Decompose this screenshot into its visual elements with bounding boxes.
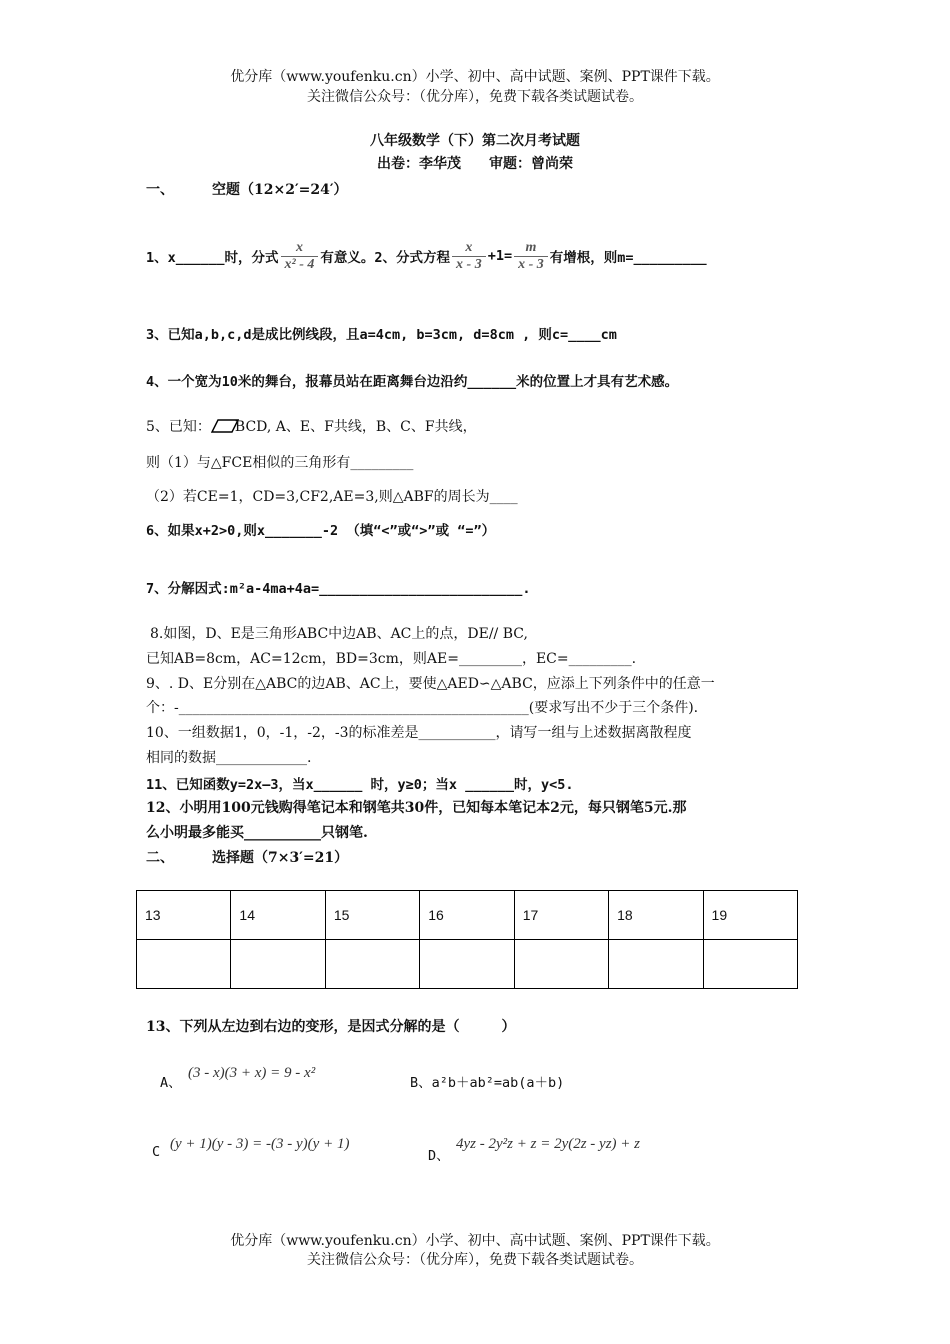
question-8-line-1: 8.如图，D、E是三角形ABC中边AB、AC上的点，DE// BC, <box>150 626 528 642</box>
answer-table-header-row <box>137 891 798 940</box>
footer-line-2: 关注微信公众号：（优分库），免费下载各类试题试卷。 <box>307 1252 643 1268</box>
answer-col-18: 18 <box>609 891 703 940</box>
section1-number: 一、 <box>146 182 174 198</box>
option-b: B、a²b＋ab²=ab(a＋b) <box>410 1075 565 1091</box>
authors: 出卷：李华茂 审题：曾尚荣 <box>377 156 573 172</box>
q1-frac1-num: x <box>295 239 303 255</box>
q1-fraction-2 <box>452 240 486 273</box>
question-4: 4、一个宽为10米的舞台，报幕员站在距离舞台边沿约______米的位置上才具有艺术感。 <box>146 374 679 390</box>
option-a-label: A、 <box>160 1075 182 1091</box>
option-c-label: C <box>152 1144 161 1160</box>
q5-line1-a: 5、已知： <box>146 419 211 435</box>
q5-line1-b: BCD, A、E、F共线，B、C、F共线， <box>234 419 477 435</box>
question-10-line-2: 相同的数据_____________. <box>146 750 312 766</box>
q1-fraction-1 <box>281 240 319 273</box>
question-11: 11、已知函数y=2x—3，当x______ 时，y≥0；当x ______时，y<5. <box>146 777 574 793</box>
q1-frac2-den: x - 3 <box>452 256 486 273</box>
answer-cell-13[interactable] <box>137 940 231 989</box>
section2-number: 二、 <box>146 850 174 866</box>
answer-col-16: 16 <box>420 891 514 940</box>
question-3: 3、已知a,b,c,d是成比例线段，且a=4cm, b=3cm, d=8cm , 则c=____cm <box>146 327 617 343</box>
question-7: 7、分解因式:m²a-4ma+4a=_________________________. <box>146 581 531 597</box>
answer-cell-18[interactable] <box>609 940 703 989</box>
question-5-line-2: 则（1）与△FCE相似的三角形有_________ <box>146 455 414 471</box>
option-d-expr: 4yz - 2y²z + z = 2y(2z - yz) + z <box>456 1136 640 1152</box>
question-5-line-1 <box>146 416 477 436</box>
question-10-line-1: 10、一组数据1，0，-1，-2，-3的标准差是___________，请写一组与上述数据离散程度 <box>146 725 692 741</box>
answer-col-14: 14 <box>231 891 325 940</box>
answer-cell-14[interactable] <box>231 940 325 989</box>
answer-col-19: 19 <box>703 891 797 940</box>
q1-frac2-num: x <box>465 239 473 255</box>
question-13-stem: 13、下列从左边到右边的变形，是因式分解的是（ ） <box>146 1019 516 1035</box>
question-1 <box>146 226 707 286</box>
q1-part-d: 有增根，则m=_________ <box>549 250 707 266</box>
q1-frac1-den: x² - 4 <box>281 256 319 273</box>
header-line-1: 优分库（www.youfenku.cn）小学、初中、高中试题、案例、PPT课件下载。 <box>230 69 720 85</box>
question-12-line-1: 12、小明用100元钱购得笔记本和钢笔共30件，已知每本笔记本2元，每只钢笔5元.那 <box>146 800 687 816</box>
answer-cell-19[interactable] <box>703 940 797 989</box>
answer-table <box>136 890 798 989</box>
option-a-expr: (3 - x)(3 + x) = 9 - x² <box>188 1065 316 1081</box>
answer-cell-16[interactable] <box>420 940 514 989</box>
page-title: 八年级数学（下）第二次月考试题 <box>370 133 580 149</box>
question-12-line-2: 么小明最多能买___________只钢笔. <box>146 825 368 841</box>
q1-frac3-num: m <box>525 239 537 255</box>
answer-col-13: 13 <box>137 891 231 940</box>
answer-cell-15[interactable] <box>325 940 419 989</box>
footer-line-1: 优分库（www.youfenku.cn）小学、初中、高中试题、案例、PPT课件下载。 <box>230 1233 720 1249</box>
answer-col-15: 15 <box>325 891 419 940</box>
section1-label: 空题（12×2′=24′） <box>212 182 348 198</box>
q1-frac3-den: x - 3 <box>514 256 548 273</box>
option-c-expr: (y + 1)(y - 3) = -(3 - y)(y + 1) <box>170 1136 350 1152</box>
section2-label: 选择题（7×3′=21） <box>212 850 349 866</box>
question-9-line-1: 9、. D、E分别在△ABC的边AB、AC上，要使△AED∽△ABC，应添上下列条件中的任意一 <box>146 676 715 692</box>
answer-table-answer-row <box>137 940 798 989</box>
question-6: 6、如果x+2>0,则x_______-2 （填“<”或“>”或 “=”） <box>146 523 496 539</box>
question-9-line-2: 个：-__________________________________________________(要求写出不少于三个条件). <box>146 700 699 716</box>
question-5-line-3: （2）若CE=1，CD=3,CF2,AE=3,则△ABF的周长为____ <box>146 489 518 505</box>
answer-cell-17[interactable] <box>514 940 608 989</box>
answer-col-17: 17 <box>514 891 608 940</box>
q1-part-c: +1= <box>487 248 513 264</box>
question-8-line-2: 已知AB=8cm，AC=12cm，BD=3cm，则AE=_________，EC=_________. <box>146 651 637 667</box>
option-d-label: D、 <box>428 1148 450 1164</box>
q1-fraction-3 <box>514 240 548 273</box>
header-line-2: 关注微信公众号：（优分库），免费下载各类试题试卷。 <box>307 89 643 105</box>
q1-part-a: 1、x______时，分式 <box>146 250 279 266</box>
q1-part-b: 有意义。2、分式方程 <box>320 250 451 266</box>
